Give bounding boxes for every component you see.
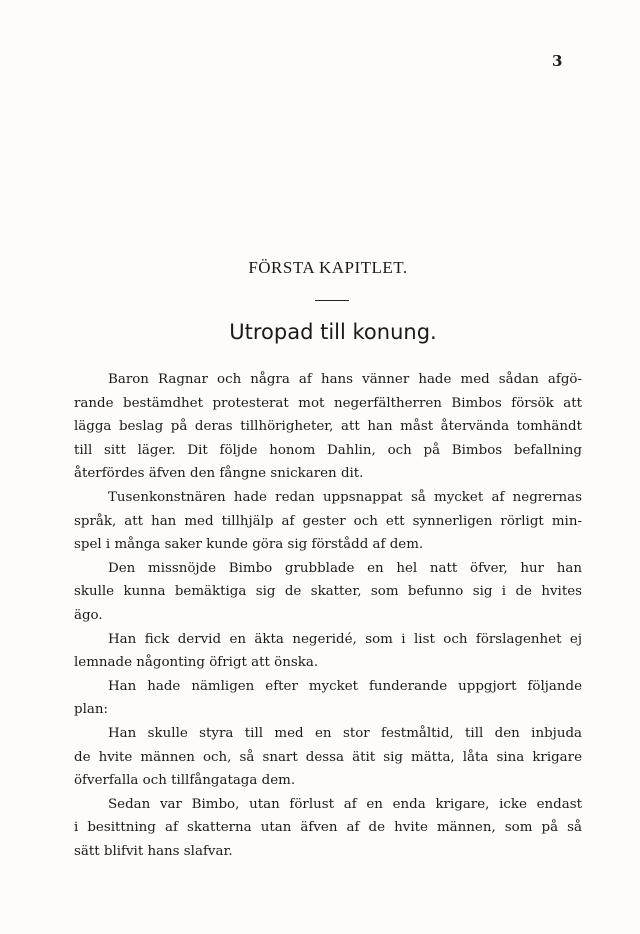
text-line: Han skulle styra till med en stor festmåltid, till den inbjuda [108,725,582,741]
text-line: rande bestämdhet protesterat mot negerfältherren Bimbos försök att [74,395,582,411]
text-line: till sitt läger. Dit följde honom Dahlin, och på Bimbos befallning [74,442,582,458]
paragraph [74,675,582,722]
paragraph [74,628,582,675]
body-text [74,368,582,863]
text-line: återfördes äfven den fångne snickaren dit. [74,466,364,482]
paragraph [74,722,582,793]
text-line: skulle kunna bemäktiga sig de skatter, som befunno sig i de hvites [74,584,582,600]
text-line: plan: [74,702,108,718]
text-line: Baron Ragnar och några af hans vänner hade med sådan afgö- [108,372,582,387]
paragraph [74,486,582,557]
text-line: Han fick dervid en äkta negeridé, som i list och förslagenhet ej [108,631,582,647]
text-line: spel i många saker kunde göra sig förstådd af dem. [74,537,424,553]
chapter-title: Utropad till konung. [229,320,437,344]
text-line: öfverfalla och tillfångataga dem. [74,773,296,789]
text-line: språk, att han med tillhjälp af gester och ett synnerligen rörligt min- [74,513,582,529]
text-line: lägga beslag på deras tillhörigheter, att han måst återvända tomhändt [74,419,582,435]
paragraph [74,368,582,486]
text-line: Den missnöjde Bimbo grubblade en hel natt öfver, hur han [108,560,582,576]
paragraph [74,793,582,864]
text-line: Sedan var Bimbo, utan förlust af en enda krigare, icke endast [108,796,582,812]
section-rule [315,300,349,301]
paragraph [74,557,582,628]
chapter-heading: FÖRSTA KAPITLET. [248,258,408,277]
text-line: sätt blifvit hans slafvar. [74,843,233,859]
text-line: i besittning af skatterna utan äfven af de hvite männen, som på så [74,820,582,836]
text-line: Han hade nämligen efter mycket funderande uppgjort följande [108,678,582,694]
text-line: Tusenkonstnären hade redan uppsnappat så mycket af negrernas [108,489,582,505]
text-line: de hvite männen och, så snart dessa ätit sig mätta, låta sina krigare [74,749,582,765]
text-line: lemnade någonting öfrigt att önska. [74,655,319,671]
text-line: ägo. [74,607,103,623]
page-number: 3 [552,52,563,70]
